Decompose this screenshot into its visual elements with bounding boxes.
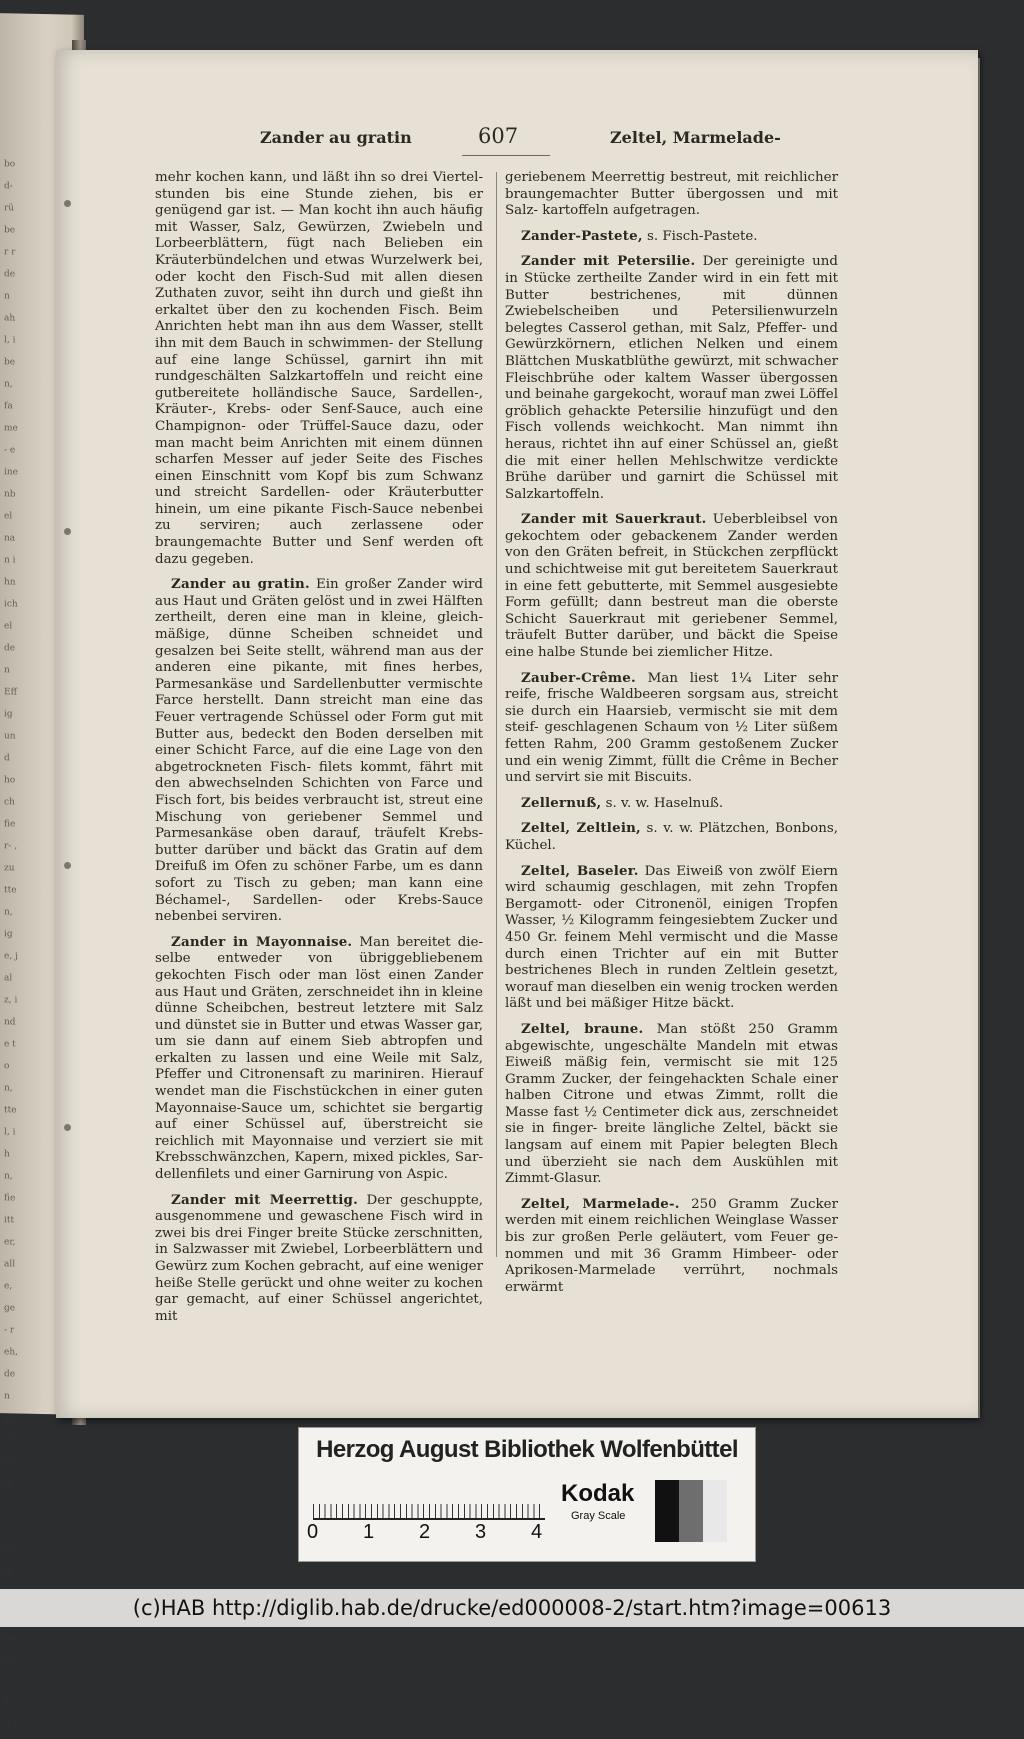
ruler-number: 0 bbox=[307, 1521, 319, 1543]
entry-text: Ein großer Zander wird aus Haut und Gräten gelöst und in zwei Hälften zertheilt, deren eine man in kleine, gleich- mäßige, dünne Scheiben schneidet und gesalzen bei Seite stellt, während man aus der anderen eine pikante, mit fines herbes, Parmesankäse und Sardellenbutter vermischte Farce herstellt. Dann streicht man eine das Feuer vertragende Schüssel oder Form gut mit Butter aus, bedeckt den Boden derselben mit einer Schicht Farce, auf die eine Lage von den abgetrockneten Fisch- filets kommt, fährt mit den abwechselnden Schichten von Farce und Fisch fort, bis beides verbraucht ist, streut eine Mischung von geriebener Semmel und Parmesankäse oben darauf, träufelt Krebs- butter darüber und bäckt das Gratin auf dem Dreifuß im Ofen zu schöner Farbe, um es dann sofort zu Tisch zu geben; man kann eine Béchamel-, Sardellen- oder Krebs-Sauce nebenbei serviren. bbox=[155, 577, 483, 925]
ruler-number: 2 bbox=[419, 1521, 431, 1543]
running-head-right: Zeltel, Marmelade- bbox=[610, 128, 781, 147]
gray-swatch-mid bbox=[679, 1480, 703, 1542]
dictionary-entry bbox=[505, 1021, 838, 1188]
gray-swatch-light bbox=[703, 1480, 727, 1542]
left-column bbox=[155, 170, 483, 1333]
entry-text: Man liest 1¼ Liter sehr reife, frische Waldbeeren sorgsam aus, streicht sie durch ein Haarsieb, vermischt sie mit dem steif- geschlagenen Schaum von ½ Liter süßem fetten Rahm, 200 Gramm gestoßenem Zucker und ein wenig Zimmt, füllt die Crême in Becher und servirt sie mit Biscuits. bbox=[505, 670, 838, 786]
dictionary-entry bbox=[505, 1196, 838, 1297]
entry-text: Der geschuppte, ausgenommene und gewaschene Fisch wird in zwei bis drei Finger breite Stücke zerschnitten, in Salzwasser mit Zwiebel, Lorbeerblättern und Gewürz zum Kochen gebracht, auf eine weniger heiße Stelle gerückt und ohne weiter zu kochen gar gemacht, auf einer Schüssel angerichtet, mit bbox=[155, 1192, 484, 1324]
entry-text: geriebenem Meerrettig bestreut, mit reichlicher braungemachter Butter übergossen und mit Salz- kartoffeln aufgetragen. bbox=[505, 170, 838, 219]
binding-hole bbox=[64, 862, 71, 869]
entry-text: s. v. w. Haselnuß. bbox=[605, 795, 724, 811]
running-head-left: Zander au gratin bbox=[260, 128, 412, 147]
dictionary-entry bbox=[505, 820, 838, 854]
entry-text: Das Eiweiß von zwölf Eiern wird schaumig geschlagen, mit zehn Tropfen Bergamott- oder Citronenöl, einigen Tropfen Wasser, ½ Kilogramm feingesiebtem Zucker und 450 Gr. feinem Mehl vermischt und die Masse durch einen Trichter auf ein mit Butter bestrichenes Blech in runden Zeltlein gesetzt, worauf man dieselben ein wenig trocken werden läßt und bei mäßiger Hitze bäckt. bbox=[505, 863, 838, 1012]
entry-text: Man stößt 250 Gramm abgewischte, ungeschälte Mandeln mit etwas Eiweiß mäßig fein, vermischt sie mit 125 Gramm Zucker, der feingehackten Schale einer halben Citrone und etwas Zimmt, rollt die Masse fast ½ Centimeter dick aus, zerschneidet sie in finger- breite längliche Zeltel, bäckt sie langsam auf einem mit Papier belegten Blech und überzieht sie nach dem Auskühlen mit Zimmt-Glasur. bbox=[505, 1021, 838, 1187]
dictionary-entry bbox=[505, 670, 838, 787]
entry-headword: Zeltel, Baseler. bbox=[521, 862, 639, 879]
entry-headword: Zeltel, Zeltlein, bbox=[521, 820, 641, 837]
previous-page-fragments: bod- rüber rden ahl, iben, fame- eine nbel nan ihn ichel den Effig und hoch fier- , zu tten, ige, jalz, inde ton, ttel, ihn, fie itter, alle, ge- reh, den auf fie r ten. ei 2 ein ert en, il- E u r bbox=[4, 159, 19, 1732]
entry-headword: Zander mit Sauerkraut. bbox=[521, 511, 707, 528]
dictionary-entry bbox=[155, 576, 483, 925]
page-number: 607 bbox=[478, 124, 519, 148]
copyright-footer: (c)HAB http://diglib.hab.de/drucke/ed000008-2/start.htm?image=00613 bbox=[0, 1589, 1024, 1627]
dictionary-entry bbox=[505, 170, 838, 220]
entry-text: Ueberbleibsel von gekochtem oder gebackenem Zander werden von den Gräten befreit, in Stückchen zerpflückt und schichtweise mit gut bereitetem Sauerkraut in eine fett gebutterte, mit Semmel ausgesiebte Form gefüllt; dann bestreut man die oberste Schicht Sauerkraut mit geriebener Semmel, träufelt Butter darüber, und bäckt die Speise eine halbe Stunde bei ziemlicher Hitze. bbox=[505, 512, 838, 661]
binding-hole bbox=[64, 200, 71, 207]
binding-hole bbox=[64, 528, 71, 535]
entry-headword: Zeltel, Marmelade-. bbox=[521, 1195, 680, 1212]
dictionary-entry bbox=[505, 228, 838, 246]
entry-text: mehr kochen kann, und läßt ihn so drei Viertel- stunden bis eine Stunde ziehen, bis er genügend gar ist. — Man kocht ihn auch häufig mit Wasser, Salz, Gewürzen, Zwiebeln und Lorbeerblättern, fügt nach Belieben ein Kräuterbündelchen und etwas Wurzelwerk bei, oder kocht den Fisch-Sud mit allen diesen Zuthaten zuvor, seiht ihn durch und gießt ihn erkaltet über den zu kochenden Fisch. Beim Anrichten hebt man ihn aus dem Wasser, stellt ihn mit dem Bauch in schwimmen- der Stellung auf eine lange Schüssel, garnirt ihn mit rundgeschälten Salzkartoffeln und reicht eine gutbereitete holländische Sauce, Sardellen-, Kräuter-, Krebs- oder Senf-Sauce, auch eine Champignon- oder Trüffel-Sauce dazu, oder man macht beim Anrichten mit einem dünnen scharfen Messer auf jeder Seite des Fisches einen Einschnitt vom Kopf bis zum Schwanz und streicht Sardellen- oder Kräuterbutter hinein, um eine pikante Fisch-Sauce nebenbei zu serviren; auch zerlassene oder braungemachte Butter und Senf werden oft dazu gegeben. bbox=[155, 170, 483, 567]
entry-headword: Zander mit Petersilie. bbox=[521, 253, 696, 270]
entry-text: Man bereitet die- selbe entweder von übriggebliebenem gekochten Fisch oder man löst einen Zander aus Haut und Gräten, zerschneidet ihn in kleine dünne Scheibchen, bestreut letztere mit Salz und dünstet sie in Butter und etwas Wasser gar, um sie dann auf einem Sieb abtropfen und erkalten zu lassen und eine Weile mit Salz, Pfeffer und Citronensaft zu mariniren. Hierauf wendet man die Fischstückchen in einer guten Mayonnaise-Sauce um, schichtet sie bergartig auf einer Schüssel auf, überstreicht sie reichlich mit Mayonnaise und verziert sie mit Krebsschwänzchen, Kapern, mixed pickles, Sar- dellenfilets und einer Garnirung von Aspic. bbox=[155, 934, 483, 1183]
dictionary-entry bbox=[155, 1192, 483, 1326]
kodak-logo: Kodak bbox=[561, 1480, 635, 1507]
dictionary-entry bbox=[155, 170, 483, 568]
entry-headword: Zauber-Crême. bbox=[521, 669, 636, 686]
gray-scale-label: Gray Scale bbox=[571, 1510, 626, 1522]
entry-headword: Zander in Mayonnaise. bbox=[171, 933, 353, 950]
gray-swatch-dark bbox=[655, 1480, 679, 1542]
right-column bbox=[505, 170, 838, 1304]
measurement-ruler bbox=[313, 1478, 545, 1520]
entry-headword: Zander-Pastete, bbox=[521, 227, 643, 244]
entry-headword: Zellernuß, bbox=[521, 794, 602, 811]
dictionary-entry bbox=[505, 795, 838, 813]
entry-headword: Zander mit Meerrettig. bbox=[171, 1191, 358, 1208]
ruler-number: 3 bbox=[475, 1521, 487, 1543]
entry-text: s. Fisch-Pastete. bbox=[646, 228, 758, 244]
library-name: Herzog August Bibliothek Wolfenbüttel bbox=[316, 1436, 738, 1463]
entry-headword: Zeltel, braune. bbox=[521, 1020, 644, 1037]
entry-text: 250 Gramm Zucker werden mit einem reichlichen Weinglase Wasser bis zur großen Perle geläutert, vom Feuer ge- nommen und mit 36 Gramm Himbeer- oder Aprikosen-Marmelade verrührt, nochmals erwärmt bbox=[505, 1196, 838, 1295]
dictionary-entry bbox=[505, 253, 838, 503]
entry-headword: Zander au gratin. bbox=[171, 576, 310, 593]
dictionary-entry bbox=[505, 863, 838, 1013]
entry-text: s. v. w. Plätzchen, Bonbons, Küchel. bbox=[505, 821, 838, 853]
dictionary-entry bbox=[505, 511, 838, 661]
dictionary-entry bbox=[155, 934, 483, 1184]
column-rule bbox=[496, 172, 497, 1257]
header-rule bbox=[462, 155, 550, 156]
entry-text: Der gereinigte und in Stücke zertheilte Zander wird in ein fett mit Butter bestrichenes, mit dünnen Zwiebelscheiben und Petersilienwurzeln belegtes Casserol gethan, mit Salz, Pfeffer- und Gewürzkörnern, etlichen Nelken und einem Blättchen Muskatblüthe gewürzt, mit schwacher Fleischbrühe oder kaltem Wasser übergossen und beinahe gargekocht, worauf man zwei Löffel gröblich gehackte Petersilie hinzufügt und den Fisch vollends weichkocht. Man nimmt ihn heraus, richtet ihn auf einer Schüssel an, gießt die mit einer hellen Mehlschwitze verdickte Brühe darüber und garnirt die Schüssel mit Salzkartoffeln. bbox=[505, 254, 838, 502]
ruler-number: 4 bbox=[531, 1521, 543, 1543]
ruler-number: 1 bbox=[363, 1521, 375, 1543]
binding-hole bbox=[64, 1124, 71, 1131]
color-reference-card bbox=[298, 1427, 756, 1562]
